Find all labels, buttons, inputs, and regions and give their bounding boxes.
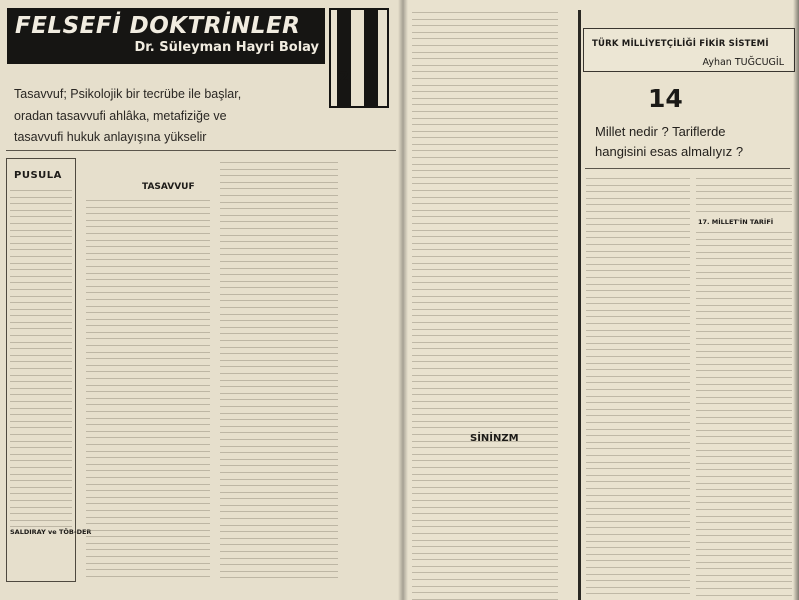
article-column-1 xyxy=(86,200,210,582)
subtitle-line: tasavvufi hukuk anlayışına yükselir xyxy=(14,130,207,144)
article-column-3 xyxy=(412,12,558,600)
masthead-author: Dr. Süleyman Hayri Bolay xyxy=(134,40,319,55)
question-divider xyxy=(585,168,790,169)
section-divider xyxy=(6,150,396,151)
chapter-number: 14 xyxy=(648,84,683,113)
number-box-bar xyxy=(337,10,351,106)
question-line: hangisini esas almalıyız ? xyxy=(595,144,744,159)
scan-right-edge xyxy=(793,0,799,600)
article-column-2 xyxy=(220,162,338,584)
chapter-question xyxy=(595,122,743,162)
series-section-heading: 17. MİLLET'İN TARİFİ xyxy=(698,218,774,226)
series-author: Ayhan TUĞCUGİL xyxy=(702,57,784,68)
subtitle-line: Tasavvuf; Psikolojik bir tecrübe ile başlar, xyxy=(14,87,242,101)
sidebar-heading: PUSULA xyxy=(14,170,62,181)
series-header-box xyxy=(583,28,795,72)
subtitle-line: oradan tasavvufi ahlâka, metafiziğe ve xyxy=(14,108,227,123)
sidebar-text-block xyxy=(10,190,72,533)
page-number-box xyxy=(329,8,389,108)
number-box-bar xyxy=(364,10,378,106)
question-line: Millet nedir ? Tariflerde xyxy=(595,124,726,139)
series-column-2 xyxy=(696,178,792,218)
section-heading-sininzm: SİNİNZM xyxy=(470,433,519,444)
masthead-title: FELSEFİ DOKTRİNLER xyxy=(15,13,301,39)
column-heading: TASAVVUF xyxy=(142,182,195,192)
series-column-2-body xyxy=(696,232,792,600)
series-title: TÜRK MİLLİYETÇİLİĞİ FİKİR SİSTEMİ xyxy=(592,39,769,49)
article-subtitle xyxy=(14,84,314,149)
column-separator-rule xyxy=(578,10,581,600)
sidebar-footer-heading: SALDIRAY ve TÖB-DER xyxy=(10,528,92,536)
series-column-1 xyxy=(586,178,690,600)
page-gutter xyxy=(398,0,408,600)
masthead xyxy=(7,8,325,64)
page-number: 2 4 xyxy=(338,68,380,86)
